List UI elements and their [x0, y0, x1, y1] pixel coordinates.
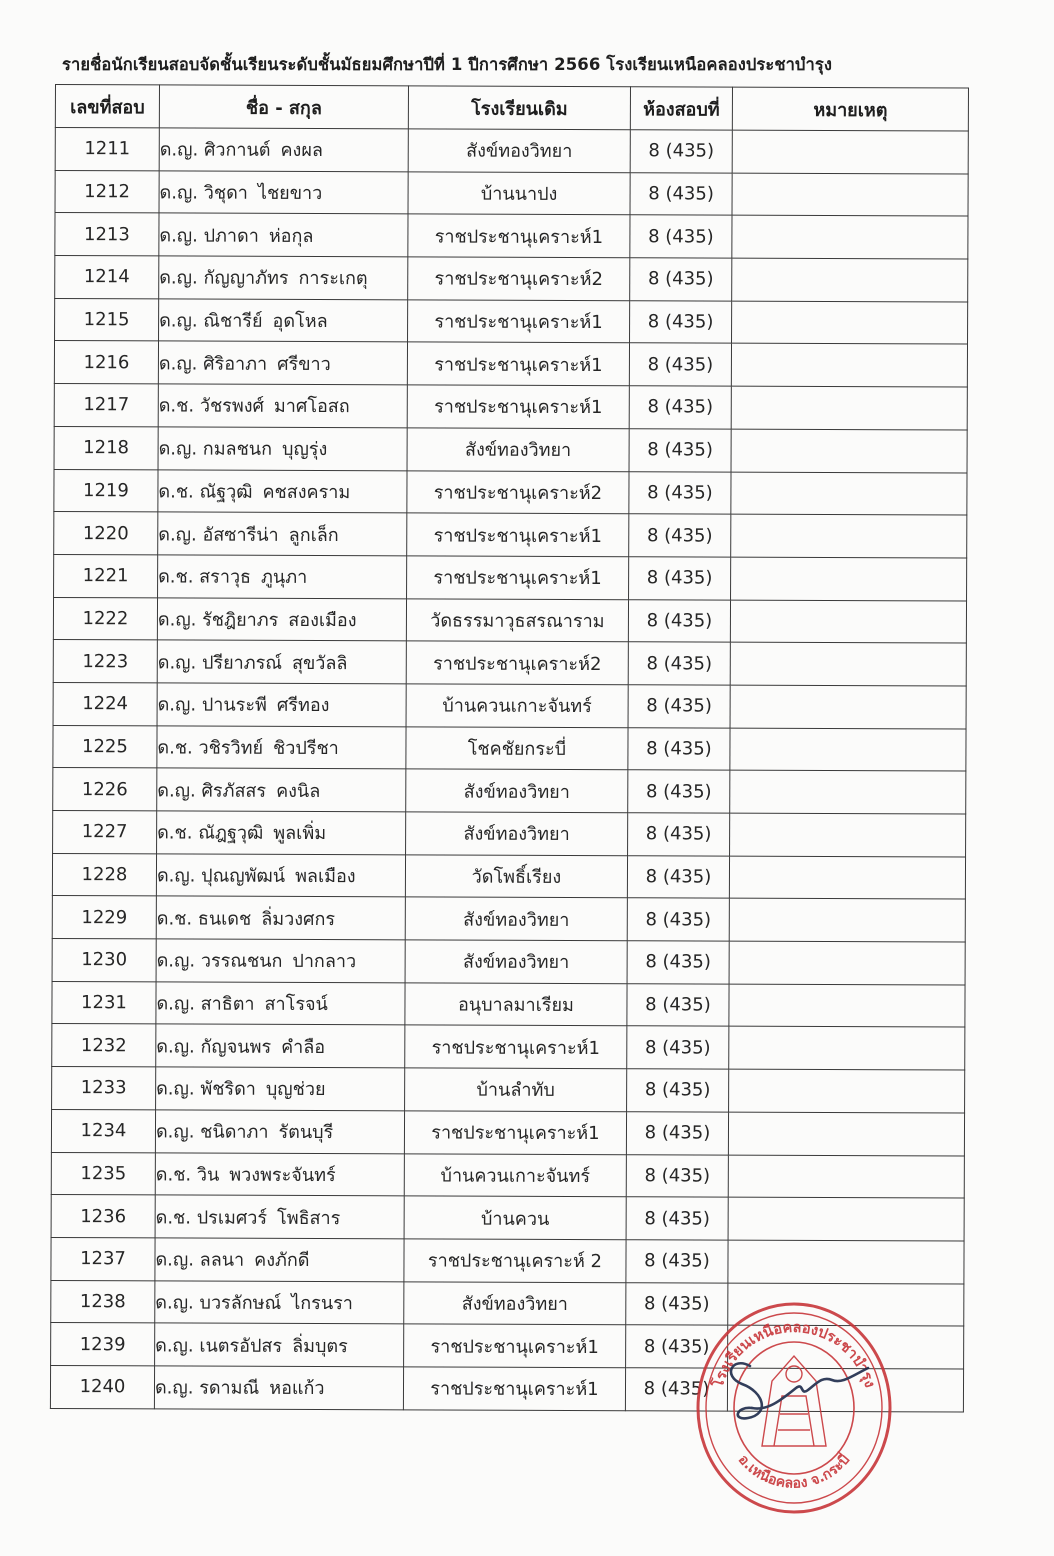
school-seal [692, 1296, 896, 1518]
exam-number-cell: 1232 [52, 1024, 156, 1067]
table-row [54, 341, 967, 387]
last-name: สองเมือง [288, 609, 357, 632]
previous-school-cell: สังข์ทองวิทยา [408, 129, 630, 173]
name-prefix: ด.ญ. [159, 139, 199, 161]
exam-number-cell: 1211 [55, 128, 159, 171]
last-name: ศรีทอง [276, 695, 330, 717]
full-name-cell [157, 726, 406, 770]
first-name: ปุณญพัฒน์ [201, 865, 286, 887]
exam-number-cell: 1225 [53, 725, 157, 768]
exam-room-cell: 8 (435) [629, 429, 731, 472]
exam-number-cell: 1213 [55, 213, 159, 256]
exam-room-cell: 8 (435) [629, 557, 731, 600]
name-prefix: ด.ญ. [157, 694, 197, 716]
last-name: มาศโอสถ [273, 396, 350, 418]
previous-school-cell: ราชประชานุเคราะห์2 [406, 641, 628, 685]
first-name: ชนิดาภา [200, 1121, 269, 1143]
name-prefix: ด.ญ. [158, 353, 198, 375]
last-name: พวงพระจันทร์ [229, 1164, 336, 1186]
full-name-cell [156, 1024, 405, 1068]
name-prefix: ด.ญ. [155, 1249, 195, 1271]
exam-room-cell: 8 (435) [630, 215, 732, 258]
first-name: สาธิตา [200, 993, 255, 1015]
exam-room-cell: 8 (435) [630, 130, 732, 173]
table-row [52, 981, 965, 1027]
name-prefix: ด.ญ. [156, 1036, 195, 1058]
last-name: ลิ่มวงศกร [261, 908, 336, 930]
name-prefix: ด.ญ. [155, 1292, 194, 1314]
previous-school-cell: โชคชัยกระบี่ [406, 726, 628, 770]
name-prefix: ด.ญ. [159, 225, 198, 247]
last-name: พลเมือง [295, 865, 356, 888]
first-name: ศิริอาภา [203, 353, 268, 375]
exam-number-cell: 1233 [52, 1067, 156, 1110]
previous-school-cell: ราชประชานุเคราะห์1 [404, 1111, 626, 1155]
previous-school-cell: อนุบาลมาเรียม [405, 983, 627, 1027]
last-name: คงผล [280, 140, 323, 162]
full-name-cell [156, 896, 405, 940]
last-name: บุญรุ่ง [281, 439, 328, 461]
name-prefix: ด.ญ. [159, 267, 198, 289]
exam-number-cell: 1215 [55, 298, 159, 341]
full-name-cell [157, 811, 406, 855]
exam-room-cell: 8 (435) [626, 1154, 728, 1197]
first-name: ศิวกานต์ [203, 139, 271, 162]
exam-number-cell: 1224 [53, 682, 157, 725]
first-name: ณัฐวุฒิ [199, 481, 253, 503]
name-prefix: ด.ญ. [154, 1377, 194, 1399]
first-name: กัญจนพร [200, 1036, 272, 1058]
exam-room-cell: 8 (435) [630, 258, 732, 301]
exam-number-cell: 1237 [51, 1237, 155, 1280]
seal-bottom-text: อ.เหนือคลอง จ.กระบี่ [734, 1451, 854, 1492]
exam-number-cell: 1239 [51, 1323, 155, 1366]
exam-number-cell: 1230 [52, 939, 156, 982]
exam-room-cell: 8 (435) [626, 1112, 728, 1155]
exam-room-cell: 8 (435) [627, 855, 729, 898]
remarks-cell [729, 1027, 965, 1071]
last-name: ปากลาว [292, 951, 357, 973]
remarks-cell [732, 301, 968, 345]
full-name-cell [155, 1323, 404, 1367]
table-row [53, 682, 966, 728]
full-name-cell [159, 256, 408, 300]
table-row [51, 1152, 964, 1198]
remarks-cell [732, 215, 968, 259]
previous-school-cell: สังข์ทองวิทยา [406, 812, 628, 856]
full-name-cell [154, 1366, 403, 1410]
table-row [52, 939, 965, 985]
previous-school-cell: ราชประชานุเคราะห์1 [407, 513, 629, 557]
previous-school-cell: ราชประชานุเคราะห์1 [408, 214, 630, 258]
remarks-cell [731, 429, 967, 473]
table-row [53, 810, 966, 856]
previous-school-cell: วัดโพธิ์เรียง [405, 855, 627, 899]
remarks-cell [731, 472, 967, 516]
exam-room-cell: 8 (435) [627, 898, 729, 941]
name-prefix: ด.ช. [155, 1164, 192, 1186]
table-header-row [55, 85, 968, 132]
remarks-cell [730, 728, 966, 772]
full-name-cell [158, 427, 407, 471]
previous-school-cell: ราชประชานุเคราะห์2 [407, 470, 629, 514]
remarks-cell [732, 173, 968, 217]
first-name: ปภาดา [203, 225, 259, 247]
exam-room-cell: 8 (435) [628, 599, 730, 642]
remarks-cell [729, 941, 965, 985]
exam-number-cell: 1222 [53, 597, 157, 640]
full-name-cell [158, 555, 407, 599]
first-name: กมลชนก [202, 438, 273, 460]
seal-top-text: โรงเรียนเหนือคลองประชาบำรุง [710, 1319, 878, 1390]
last-name: ลิ่มบุตร [292, 1335, 348, 1357]
exam-number-cell: 1231 [52, 981, 156, 1024]
remarks-cell [729, 898, 965, 942]
remarks-cell [728, 1197, 964, 1241]
exam-room-cell: 8 (435) [626, 1240, 728, 1283]
previous-school-cell: สังข์ทองวิทยา [406, 769, 628, 813]
last-name: ชิวปรีชา [273, 737, 339, 760]
exam-room-cell: 8 (435) [627, 1026, 729, 1069]
exam-number-cell: 1234 [51, 1109, 155, 1152]
name-prefix: ด.ญ. [157, 651, 197, 674]
full-name-cell [156, 982, 405, 1026]
exam-number-cell: 1217 [54, 384, 158, 427]
header-exam-room: ห้องสอบที่ [630, 87, 732, 130]
full-name-cell [159, 128, 408, 172]
name-prefix: ด.ญ. [159, 182, 199, 204]
last-name: ภูนุภา [261, 567, 308, 589]
first-name: วิน [196, 1164, 220, 1186]
remarks-cell [731, 557, 967, 601]
remarks-cell [731, 514, 967, 558]
name-prefix: ด.ญ. [158, 438, 198, 460]
exam-room-cell: 8 (435) [629, 514, 731, 557]
exam-room-cell: 8 (435) [628, 727, 730, 770]
name-prefix: ด.ช. [158, 481, 194, 503]
full-name-cell [159, 171, 408, 215]
table-row [54, 426, 967, 472]
remarks-cell [728, 1240, 964, 1284]
name-prefix: ด.ญ. [156, 993, 195, 1015]
exam-number-cell: 1221 [54, 554, 158, 597]
table-row [55, 256, 968, 302]
previous-school-cell: ราชประชานุเคราะห์1 [408, 300, 630, 344]
exam-number-cell: 1226 [53, 768, 157, 811]
last-name: สาโรจน์ [264, 993, 328, 1016]
name-prefix: ด.ญ. [155, 1334, 194, 1357]
exam-room-cell: 8 (435) [626, 1282, 728, 1325]
last-name: การะเกตุ [298, 268, 368, 290]
remarks-cell [730, 600, 966, 644]
exam-room-cell: 8 (435) [629, 343, 731, 386]
table-row [55, 128, 968, 174]
remarks-cell [732, 258, 968, 302]
exam-number-cell: 1235 [51, 1152, 155, 1195]
previous-school-cell: ราชประชานุเคราะห์1 [403, 1367, 625, 1411]
remarks-cell [729, 1069, 965, 1113]
full-name-cell [155, 1152, 404, 1196]
last-name: โพธิสาร [277, 1207, 341, 1229]
last-name: คชสงคราม [262, 481, 351, 503]
last-name: รัตนบุรี [278, 1122, 334, 1144]
first-name: ลลนา [199, 1249, 245, 1271]
previous-school-cell: บ้านนาปง [408, 172, 630, 216]
table-row [54, 469, 967, 515]
exam-number-cell: 1214 [55, 256, 159, 299]
header-previous-school: โรงเรียนเดิม [408, 86, 630, 130]
exam-room-cell: 8 (435) [630, 300, 732, 343]
full-name-cell [156, 854, 405, 898]
name-prefix: ด.ญ. [157, 609, 197, 631]
exam-number-cell: 1218 [54, 426, 158, 469]
exam-number-cell: 1219 [54, 469, 158, 512]
table-row [53, 725, 966, 771]
exam-room-cell: 8 (435) [628, 770, 730, 813]
first-name: ศิรภัสสร [201, 780, 267, 802]
previous-school-cell: ราชประชานุเคราะห์1 [407, 342, 629, 386]
table-row [52, 896, 965, 942]
table-row [51, 1195, 964, 1241]
exam-room-cell: 8 (435) [627, 983, 729, 1026]
table-row [54, 384, 967, 430]
first-name: อัสซารีน่า [202, 524, 279, 546]
exam-number-cell: 1227 [53, 810, 157, 853]
first-name: เนตรอัปสร [199, 1335, 283, 1357]
full-name-cell [155, 1110, 404, 1154]
remarks-cell [728, 1112, 964, 1156]
last-name: บุญช่วย [265, 1079, 326, 1101]
full-name-cell [159, 299, 408, 343]
last-name: หอแก้ว [269, 1378, 325, 1400]
first-name: ธนเดช [197, 908, 252, 930]
first-name: วัชรพงศ์ [199, 396, 264, 418]
full-name-cell [159, 213, 408, 257]
exam-room-cell: 8 (435) [626, 1325, 728, 1368]
table-row [51, 1109, 964, 1155]
remarks-cell [732, 130, 968, 174]
full-name-cell [157, 768, 406, 812]
table-row [54, 554, 967, 600]
table-row [55, 213, 968, 259]
table-row [53, 640, 966, 686]
remarks-cell [730, 685, 966, 729]
table-row [55, 170, 968, 216]
full-name-cell [156, 939, 405, 983]
header-exam-number: เลขที่สอบ [55, 85, 159, 128]
exam-room-cell: 8 (435) [628, 685, 730, 728]
previous-school-cell: สังข์ทองวิทยา [405, 897, 627, 941]
first-name: ปรียาภรณ์ [201, 652, 283, 674]
exam-number-cell: 1228 [52, 853, 156, 896]
previous-school-cell: บ้านลำทับ [405, 1068, 627, 1112]
remarks-cell [728, 1155, 964, 1199]
name-prefix: ด.ช. [158, 395, 195, 418]
remarks-cell [731, 386, 967, 430]
name-prefix: ด.ช. [157, 737, 193, 759]
first-name: วรรณชนก [200, 950, 283, 973]
last-name: คงนิล [276, 780, 321, 802]
first-name: รดามณี [199, 1377, 260, 1400]
table-row [51, 1237, 964, 1283]
name-prefix: ด.ญ. [159, 310, 198, 332]
remarks-cell [730, 642, 966, 686]
exam-number-cell: 1212 [55, 170, 159, 213]
exam-number-cell: 1240 [50, 1365, 154, 1408]
full-name-cell [157, 683, 406, 727]
signature [731, 1363, 868, 1418]
last-name: คงภักดี [254, 1249, 310, 1272]
exam-number-cell: 1220 [54, 512, 158, 555]
full-name-cell [155, 1280, 404, 1324]
full-name-cell [155, 1238, 404, 1282]
previous-school-cell: สังข์ทองวิทยา [404, 1281, 626, 1325]
table-row [52, 853, 965, 899]
name-prefix: ด.ญ. [156, 1078, 195, 1101]
previous-school-cell: สังข์ทองวิทยา [407, 428, 629, 472]
previous-school-cell: ราชประชานุเคราะห์1 [407, 385, 629, 429]
table-row [52, 1067, 965, 1113]
name-prefix: ด.ญ. [156, 865, 196, 887]
first-name: บวรลักษณ์ [199, 1292, 282, 1314]
last-name: สุขวัลลิ [291, 652, 348, 674]
last-name: พูลเพิ่ม [273, 823, 327, 845]
seal-emblem [762, 1356, 826, 1446]
header-full-name: ชื่อ - สกุล [159, 85, 408, 129]
name-prefix: ด.ช. [156, 908, 193, 930]
table-row [52, 1024, 965, 1070]
table-row [53, 597, 966, 643]
previous-school-cell: บ้านควนเกาะจันทร์ [406, 684, 628, 728]
remarks-cell [729, 984, 965, 1028]
last-name: ไกรนรา [291, 1292, 353, 1315]
full-name-cell [157, 597, 406, 641]
first-name: ปานระพี [201, 694, 267, 717]
exam-room-cell: 8 (435) [628, 642, 730, 685]
table-row [54, 512, 967, 558]
last-name: ไชยขาว [257, 182, 323, 205]
remarks-cell [730, 770, 966, 814]
full-name-cell [158, 341, 407, 385]
name-prefix: ด.ญ. [157, 780, 196, 802]
table-body [50, 128, 968, 1412]
name-prefix: ด.ญ. [158, 523, 197, 546]
exam-number-cell: 1229 [52, 896, 156, 939]
full-name-cell [157, 640, 406, 684]
remarks-cell [730, 813, 966, 857]
last-name: ศรีขาว [277, 353, 331, 375]
first-name: พัชริดา [200, 1079, 256, 1101]
first-name: ณิชารีย์ [203, 310, 263, 332]
previous-school-cell: ราชประชานุเคราะห์1 [405, 1025, 627, 1069]
full-name-cell [158, 469, 407, 513]
full-name-cell [158, 384, 407, 428]
last-name: ลูกเล็ก [288, 524, 339, 546]
exam-room-cell: 8 (435) [626, 1197, 728, 1240]
first-name: ปรเมศวร์ [196, 1207, 268, 1229]
remarks-cell [731, 344, 967, 388]
name-prefix: ด.ช. [158, 566, 194, 588]
full-name-cell [156, 1067, 405, 1111]
header-remarks: หมายเหตุ [732, 87, 968, 131]
exam-number-cell: 1236 [51, 1195, 155, 1238]
exam-room-cell: 8 (435) [627, 941, 729, 984]
name-prefix: ด.ช. [157, 822, 193, 844]
name-prefix: ด.ญ. [156, 950, 196, 972]
first-name: วิชุดา [203, 182, 248, 204]
full-name-cell [155, 1195, 404, 1239]
first-name: ณัฎฐวุฒิ [198, 822, 264, 845]
table-row [53, 768, 966, 814]
first-name: วชิรวิทย์ [198, 737, 264, 759]
exam-room-cell: 8 (435) [629, 386, 731, 429]
previous-school-cell: ราชประชานุเคราะห์2 [408, 257, 630, 301]
exam-room-cell: 8 (435) [630, 172, 732, 215]
last-name: คำลือ [281, 1036, 326, 1058]
last-name: ห่อกุล [268, 225, 314, 247]
previous-school-cell: ราชประชานุเคราะห์1 [404, 1324, 626, 1368]
first-name: รัชฎิยาภร [202, 609, 279, 631]
last-name: อุดโหล [272, 310, 328, 333]
name-prefix: ด.ญ. [155, 1121, 195, 1143]
first-name: กัญญาภัทร [203, 267, 289, 290]
previous-school-cell: บ้านควนเกาะจันทร์ [404, 1153, 626, 1197]
exam-number-cell: 1216 [54, 341, 158, 384]
student-table [50, 84, 969, 1412]
previous-school-cell: บ้านควน [404, 1196, 626, 1240]
exam-room-cell: 8 (435) [625, 1368, 727, 1411]
table-row [55, 298, 968, 344]
exam-number-cell: 1223 [53, 640, 157, 683]
name-prefix: ด.ช. [155, 1206, 192, 1229]
remarks-cell [729, 856, 965, 900]
exam-room-cell: 8 (435) [629, 471, 731, 514]
exam-room-cell: 8 (435) [627, 1069, 729, 1112]
document-title: รายชื่อนักเรียนสอบจัดชั้นเรียนระดับชั้นมัธยมศึกษาปีที่ 1 ปีการศึกษา 2566 โรงเรียนเหนือคลองประชาบำรุง [62, 55, 832, 74]
previous-school-cell: ราชประชานุเคราะห์1 [407, 556, 629, 600]
first-name: สราวุธ [199, 566, 252, 588]
full-name-cell [158, 512, 407, 556]
previous-school-cell: ราชประชานุเคราะห์ 2 [404, 1239, 626, 1283]
previous-school-cell: วัดธรรมาวุธสรณาราม [406, 598, 628, 642]
previous-school-cell: สังข์ทองวิทยา [405, 940, 627, 984]
exam-room-cell: 8 (435) [628, 813, 730, 856]
exam-number-cell: 1238 [51, 1280, 155, 1323]
